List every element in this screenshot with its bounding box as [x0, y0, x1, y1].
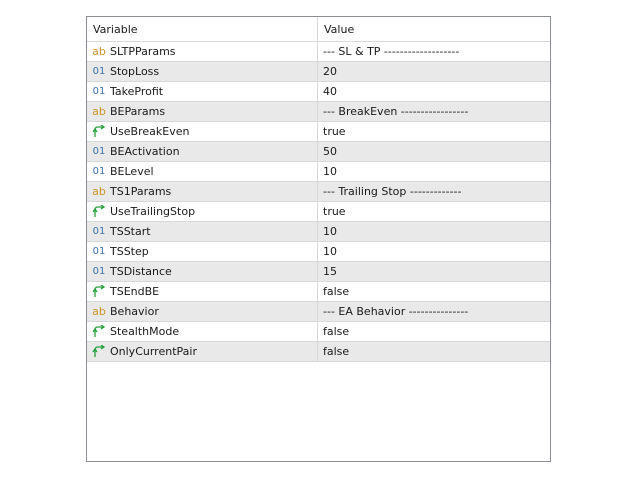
integer-type-icon: 01 [92, 165, 106, 177]
column-header-value[interactable]: Value [324, 23, 355, 36]
string-type-icon: ab [92, 184, 106, 198]
variable-name: TSStart [110, 225, 151, 238]
variable-name: TSStep [110, 245, 149, 258]
variable-name: BELevel [110, 165, 154, 178]
variable-name: UseTrailingStop [110, 205, 196, 218]
value-cell[interactable]: --- Trailing Stop ------------- [323, 185, 462, 198]
variable-cell [87, 102, 318, 121]
integer-type-icon: 01 [92, 245, 106, 257]
variable-cell [87, 82, 318, 101]
variable-name: BEActivation [110, 145, 180, 158]
variable-name: TSDistance [110, 265, 172, 278]
value-cell[interactable]: 20 [323, 65, 337, 78]
column-header-variable[interactable]: Variable [87, 17, 318, 41]
variable-name: TS1Params [110, 185, 172, 198]
variable-cell [87, 262, 318, 281]
value-cell[interactable]: 10 [323, 245, 337, 258]
variable-cell [87, 342, 318, 361]
value-cell[interactable]: true [323, 205, 346, 218]
string-type-icon: ab [92, 104, 106, 118]
value-cell[interactable]: false [323, 285, 350, 298]
boolean-type-icon [91, 285, 107, 299]
integer-type-icon: 01 [92, 85, 106, 97]
table-row[interactable] [87, 222, 550, 242]
variable-cell [87, 302, 318, 321]
boolean-type-icon [91, 325, 107, 339]
table-row[interactable] [87, 62, 550, 82]
table-row[interactable] [87, 262, 550, 282]
value-cell[interactable]: 40 [323, 85, 337, 98]
table-row[interactable] [87, 82, 550, 102]
table-row[interactable] [87, 282, 550, 302]
variable-name: UseBreakEven [110, 125, 190, 138]
inputs-parameter-grid [86, 16, 551, 462]
value-cell[interactable]: --- EA Behavior --------------- [323, 305, 469, 318]
variable-cell [87, 202, 318, 221]
table-row[interactable] [87, 302, 550, 322]
variable-name: StealthMode [110, 325, 180, 338]
value-cell[interactable]: false [323, 325, 350, 338]
grid-header [87, 17, 550, 42]
table-row[interactable] [87, 162, 550, 182]
boolean-type-icon [91, 205, 107, 219]
value-cell[interactable]: --- BreakEven ----------------- [323, 105, 469, 118]
integer-type-icon: 01 [92, 225, 106, 237]
integer-type-icon: 01 [92, 265, 106, 277]
variable-cell [87, 142, 318, 161]
table-row[interactable] [87, 182, 550, 202]
table-row[interactable] [87, 342, 550, 362]
variable-name: OnlyCurrentPair [110, 345, 197, 358]
variable-name: TakeProfit [110, 85, 164, 98]
grid-rows [87, 42, 550, 362]
value-cell[interactable]: --- SL & TP ------------------- [323, 45, 460, 58]
variable-name: StopLoss [110, 65, 160, 78]
value-cell[interactable]: false [323, 345, 350, 358]
value-cell[interactable]: 10 [323, 225, 337, 238]
table-row[interactable] [87, 142, 550, 162]
variable-cell [87, 222, 318, 241]
table-row[interactable] [87, 42, 550, 62]
value-cell[interactable]: 15 [323, 265, 337, 278]
variable-name: BEParams [110, 105, 166, 118]
value-cell[interactable]: 10 [323, 165, 337, 178]
variable-name: TSEndBE [110, 285, 160, 298]
value-cell[interactable]: true [323, 125, 346, 138]
variable-cell [87, 182, 318, 201]
boolean-type-icon [91, 125, 107, 139]
variable-cell [87, 282, 318, 301]
integer-type-icon: 01 [92, 145, 106, 157]
integer-type-icon: 01 [92, 65, 106, 77]
value-cell[interactable]: 50 [323, 145, 337, 158]
table-row[interactable] [87, 102, 550, 122]
variable-cell [87, 122, 318, 141]
variable-cell [87, 62, 318, 81]
variable-name: SLTPParams [110, 45, 176, 58]
table-row[interactable] [87, 202, 550, 222]
variable-cell [87, 42, 318, 61]
table-row[interactable] [87, 242, 550, 262]
boolean-type-icon [91, 345, 107, 359]
variable-cell [87, 242, 318, 261]
string-type-icon: ab [92, 304, 106, 318]
table-row[interactable] [87, 122, 550, 142]
variable-cell [87, 322, 318, 341]
table-row[interactable] [87, 322, 550, 342]
string-type-icon: ab [92, 44, 106, 58]
variable-name: Behavior [110, 305, 159, 318]
variable-cell [87, 162, 318, 181]
